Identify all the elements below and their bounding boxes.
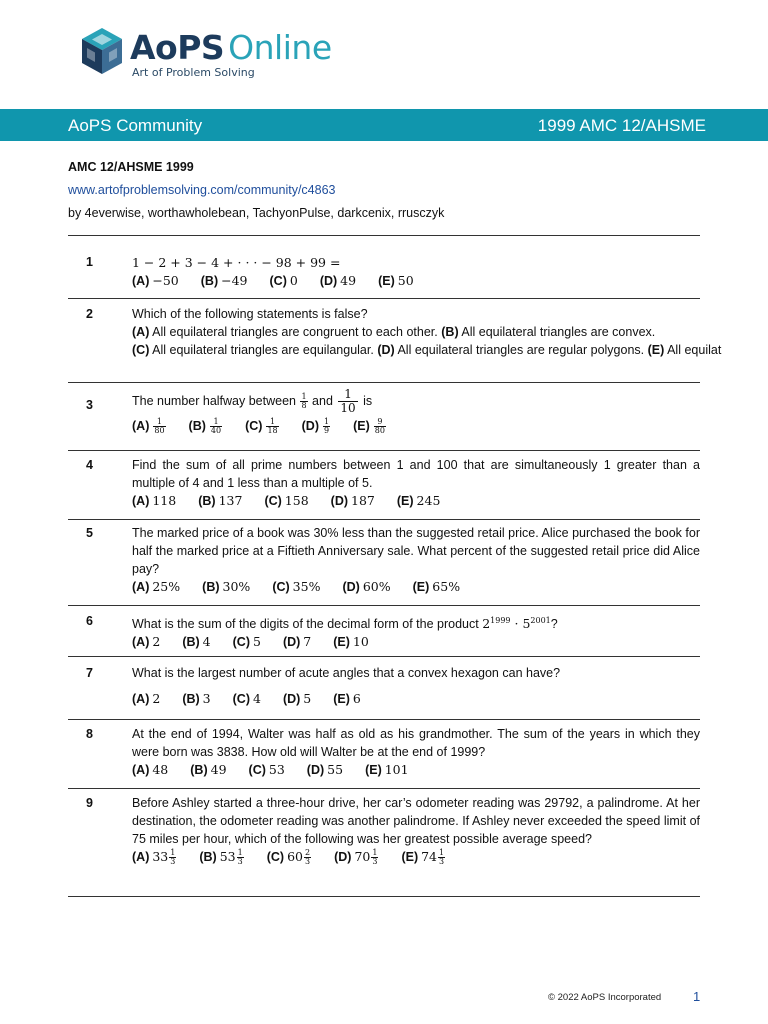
- answer-choice: [201, 272, 248, 290]
- problem-text: Find the sum of all prime numbers between 1 and 100 that are simultaneously 1 greater than a multiple of 4 and 1 less than a multiple of 5.: [132, 458, 700, 490]
- choice-letter: (B): [182, 635, 200, 650]
- answer-choice: [307, 761, 343, 779]
- answer-choice: [334, 848, 379, 866]
- answer-choice: [182, 690, 210, 708]
- fraction: [438, 849, 445, 866]
- answer-choice: [132, 633, 160, 651]
- numerator: 9: [374, 418, 386, 427]
- cube-logo-icon: [80, 26, 124, 76]
- problem-number: 1: [86, 255, 93, 269]
- choice-letter: (D): [282, 635, 301, 650]
- answer-choices: [132, 492, 700, 510]
- statement: [648, 343, 722, 357]
- answer-choice: [189, 417, 224, 435]
- community-label: AoPS Community: [68, 116, 203, 135]
- problem-text: The marked price of a book was 30% less than the suggested retail price. Alice purchased the book for half the marked price at a Fiftieth Anniversary sale. What percent of the suggested retail price did Alice pay?: [132, 526, 700, 576]
- choice-letter: (C): [232, 692, 250, 706]
- statement: [441, 325, 655, 339]
- document-meta: [68, 156, 444, 225]
- answer-choice: [245, 417, 280, 435]
- choice-letter: (E): [647, 343, 665, 357]
- choice-value: 50: [397, 273, 414, 288]
- statement: [377, 343, 644, 357]
- problem-1: [132, 254, 702, 290]
- choice-letter: (E): [365, 763, 382, 777]
- authors-line: by 4everwise, worthawholebean, TachyonPulse, darkcenix, rrusczyk: [68, 206, 445, 220]
- whole-part: 70: [354, 849, 371, 864]
- logo-word-online: Online: [228, 28, 332, 67]
- answer-choice: [132, 848, 177, 866]
- choice-value: 187: [351, 493, 375, 508]
- community-link[interactable]: www.artofproblemsolving.com/community/c4863: [68, 183, 336, 197]
- denominator: 3: [170, 857, 176, 867]
- answer-choice: [182, 633, 210, 651]
- choice-letter: (D): [306, 763, 325, 777]
- text-fragment: ?: [550, 617, 558, 632]
- choice-letter: (D): [319, 274, 338, 288]
- numerator: 1: [338, 388, 357, 402]
- fraction: [210, 418, 222, 435]
- choice-letter: (A): [132, 580, 150, 594]
- choice-letter: (B): [182, 692, 200, 706]
- choice-letter: (B): [200, 274, 219, 288]
- choice-value: 101: [384, 762, 409, 777]
- choice-value: 55: [327, 762, 344, 777]
- answer-choice: [198, 492, 242, 510]
- statement-text: All equilateral triangles are congruent to each other.: [152, 325, 438, 339]
- problem-number: 2: [86, 307, 93, 321]
- choice-value: 30%: [222, 579, 251, 594]
- exponent: 1999: [490, 616, 511, 625]
- answer-choice: [283, 690, 311, 708]
- choice-letter: (D): [377, 343, 395, 357]
- choice-value: 137: [218, 493, 243, 508]
- choice-letter: (E): [412, 580, 430, 594]
- choice-value: 60%: [362, 579, 391, 594]
- whole-part: 53: [219, 849, 236, 864]
- problem-text: At the end of 1994, Walter was half as old as his grandmother. The sum of the years in which they were born was 3838. How old will Walter be at the end of 1999?: [132, 727, 700, 759]
- problem-6: [132, 612, 702, 651]
- document-title: AMC 12/AHSME 1999: [68, 160, 194, 174]
- choice-letter: (B): [190, 763, 208, 777]
- divider: [68, 719, 700, 720]
- text-fragment: What is the sum of the digits of the decimal form of the product: [132, 617, 479, 632]
- choice-value: 3: [202, 691, 211, 706]
- problem-text: What is the largest number of acute angles that a convex hexagon can have?: [132, 666, 561, 680]
- answer-choice: [190, 761, 226, 779]
- problem-5: [132, 524, 700, 596]
- answer-choice: [302, 417, 331, 435]
- choice-letter: (A): [132, 635, 150, 650]
- choice-letter: (A): [132, 419, 150, 433]
- choice-value: 53: [268, 762, 285, 777]
- choice-value: 49: [210, 762, 227, 777]
- math-expression: [482, 616, 551, 631]
- choice-letter: (E): [333, 692, 350, 706]
- problem-text: [132, 388, 702, 415]
- denominator: 10: [340, 401, 356, 415]
- answer-choice: [283, 633, 311, 651]
- divider: [68, 519, 700, 520]
- choice-letter: (E): [353, 419, 370, 433]
- statement-text: All equilateral triangles are convex.: [461, 325, 656, 339]
- denominator: 80: [374, 426, 385, 436]
- text-fragment: and: [312, 393, 333, 408]
- answer-choice: [378, 272, 414, 290]
- choice-letter: (C): [264, 494, 282, 508]
- fraction: [169, 849, 176, 866]
- divider: [68, 605, 700, 606]
- denominator: 80: [154, 426, 165, 436]
- whole-part: 60: [287, 849, 303, 864]
- fraction: [300, 393, 307, 410]
- answer-choices: [132, 272, 702, 290]
- answer-choice: [132, 578, 180, 596]
- answer-choices: [132, 578, 700, 596]
- numerator: 1: [170, 848, 176, 858]
- fraction: [237, 849, 244, 866]
- numerator: 1: [266, 418, 278, 427]
- choice-value: 4: [252, 691, 261, 706]
- problem-text: Which of the following statements is false?: [132, 307, 368, 321]
- problem-7: [132, 664, 702, 708]
- choice-value: 2: [152, 691, 161, 706]
- exponent: 2001: [530, 616, 551, 625]
- choice-letter: (D): [334, 850, 352, 864]
- header-band: [0, 109, 768, 141]
- divider: [68, 382, 700, 383]
- answer-choice: [267, 848, 312, 866]
- answer-choices: [132, 690, 702, 708]
- choice-letter: (E): [378, 274, 395, 288]
- whole-part: 74: [421, 849, 438, 864]
- page-number: 1: [693, 989, 701, 1004]
- choice-letter: (B): [199, 850, 217, 864]
- choice-letter: (B): [441, 325, 459, 339]
- denominator: 3: [372, 857, 378, 867]
- numerator: 1: [372, 848, 378, 858]
- choice-value: 35%: [292, 579, 321, 594]
- answer-choice: [264, 492, 308, 510]
- answer-choice: [365, 761, 409, 779]
- answer-choice: [342, 578, 390, 596]
- answer-choice: [333, 690, 361, 708]
- answer-choice: [270, 272, 298, 290]
- choice-letter: (D): [330, 494, 349, 508]
- choice-letter: (C): [232, 635, 250, 650]
- choice-value: 49: [340, 273, 357, 288]
- problem-text: 1 − 2 + 3 − 4 + · · · − 98 + 99 =: [132, 255, 341, 270]
- problem-number: 9: [86, 796, 93, 810]
- choice-letter: (A): [132, 850, 150, 864]
- problem-4: [132, 456, 700, 510]
- choice-letter: (D): [301, 419, 319, 433]
- answer-choice: [320, 272, 356, 290]
- choice-value: 10: [352, 634, 369, 650]
- problem-number: 7: [86, 666, 93, 680]
- logo-tagline: Art of Problem Solving: [132, 66, 255, 79]
- problem-number: 4: [86, 458, 93, 472]
- numerator: 1: [237, 848, 243, 858]
- choice-letter: (E): [401, 850, 419, 864]
- answer-choices: [132, 761, 700, 779]
- choice-value: 118: [152, 493, 177, 508]
- choice-letter: (D): [342, 580, 360, 594]
- fraction: [304, 849, 311, 866]
- logo-word-aops: AoPS: [130, 28, 225, 67]
- choice-letter: (C): [132, 343, 150, 357]
- answer-choice: [331, 492, 375, 510]
- operator: ·: [514, 616, 519, 632]
- answer-choices: [132, 633, 702, 651]
- divider: [68, 896, 700, 897]
- choice-value: 245: [416, 493, 441, 508]
- answer-choice: [132, 417, 167, 435]
- fraction: [374, 418, 386, 435]
- numerator: 1: [301, 392, 307, 401]
- statement: [132, 343, 374, 357]
- choice-value: −49: [221, 273, 248, 288]
- answer-choice: [249, 761, 285, 779]
- problem-text: [132, 612, 702, 633]
- problem-number: 5: [86, 526, 93, 540]
- choice-value: 25%: [152, 579, 181, 594]
- problem-number: 6: [86, 614, 93, 628]
- answer-choices: [132, 848, 700, 866]
- choice-letter: (D): [282, 692, 301, 706]
- answer-choice: [233, 633, 261, 651]
- answer-choice: [353, 417, 387, 435]
- choice-letter: (B): [198, 494, 216, 508]
- choice-value: 158: [284, 493, 309, 508]
- numerator: 2: [304, 848, 311, 858]
- choice-letter: (B): [202, 580, 220, 594]
- problem-text: Before Ashley started a three-hour drive, her car’s odometer reading was 29792, a palindrome. At her destination, the odometer reading was another palindrome. If Ashley never exceeded the speed limit of 75 miles per hour, which of the following was her greatest possible average speed?: [132, 796, 700, 846]
- choice-letter: (C): [272, 580, 290, 594]
- choice-letter: (C): [245, 419, 263, 433]
- answer-choice: [413, 578, 460, 596]
- choice-letter: (B): [188, 419, 206, 433]
- choice-letter: (C): [248, 763, 266, 777]
- fraction: [153, 418, 165, 435]
- answer-choice: [333, 633, 369, 651]
- choice-letter: (A): [132, 274, 150, 288]
- copyright: © 2022 AoPS Incorporated: [548, 992, 662, 1003]
- choice-letter: (C): [266, 850, 285, 864]
- problem-2: [132, 305, 721, 359]
- problem-number: 3: [86, 398, 93, 412]
- base: 5: [522, 616, 531, 632]
- divider: [68, 298, 700, 299]
- choice-letter: (A): [132, 494, 150, 508]
- numerator: 1: [324, 417, 330, 427]
- fraction: [323, 418, 330, 435]
- answer-choice: [132, 761, 168, 779]
- choice-value: −50: [152, 273, 179, 288]
- statement-text: All equilat: [667, 343, 722, 357]
- fraction: [371, 849, 378, 866]
- answer-choice: [132, 492, 176, 510]
- fraction: [338, 388, 357, 415]
- statement-text: All equilateral triangles are regular polygons.: [397, 343, 645, 357]
- choice-letter: (A): [132, 763, 150, 777]
- answer-choice: [202, 578, 250, 596]
- contest-title: 1999 AMC 12/AHSME: [537, 116, 706, 135]
- choice-value: 65%: [432, 579, 461, 594]
- numerator: 1: [153, 418, 165, 427]
- problem-number: 8: [86, 727, 93, 741]
- fraction: [266, 418, 278, 435]
- answer-choices: [132, 417, 702, 435]
- choice-letter: (E): [333, 635, 350, 650]
- divider: [68, 656, 700, 657]
- numerator: 1: [210, 418, 222, 427]
- choice-value: 5: [252, 634, 261, 650]
- divider: [68, 788, 700, 789]
- text-fragment: is: [363, 393, 373, 408]
- choice-letter: (A): [132, 692, 150, 706]
- denominator: 40: [210, 426, 222, 436]
- answer-choice: [397, 492, 441, 510]
- denominator: 3: [237, 857, 243, 867]
- answer-choice: [132, 272, 179, 290]
- choice-letter: (E): [396, 494, 414, 508]
- text-fragment: The number halfway between: [132, 393, 296, 408]
- choice-letter: (C): [269, 274, 287, 288]
- answer-choice: [233, 690, 261, 708]
- statement-text: All equilateral triangles are equilangular.: [152, 343, 374, 357]
- denominator: 3: [439, 857, 445, 867]
- divider: [68, 235, 700, 236]
- denominator: 3: [304, 857, 311, 867]
- choice-value: 0: [289, 273, 298, 288]
- choice-letter: (A): [132, 325, 150, 339]
- statement: [132, 325, 438, 339]
- choice-value: 5: [303, 691, 312, 706]
- answer-choice: [401, 848, 446, 866]
- denominator: 8: [301, 401, 307, 410]
- denominator: 18: [267, 426, 278, 436]
- answer-choice: [132, 690, 160, 708]
- statement-line: [132, 323, 721, 341]
- choice-value: 48: [152, 762, 169, 777]
- answer-choice: [272, 578, 320, 596]
- logo-wordmark: [130, 30, 332, 66]
- denominator: 9: [324, 426, 330, 436]
- problem-3: [132, 388, 702, 435]
- whole-part: 33: [152, 849, 169, 864]
- base: 2: [482, 616, 491, 632]
- problem-9: [132, 794, 700, 866]
- answer-choice: [199, 848, 244, 866]
- choice-value: 4: [202, 634, 211, 650]
- divider: [68, 450, 700, 451]
- choice-value: 2: [152, 634, 161, 650]
- problem-8: [132, 725, 700, 779]
- statement-line: [132, 341, 721, 359]
- choice-value: 7: [303, 634, 312, 650]
- choice-value: 6: [352, 691, 361, 706]
- numerator: 1: [439, 848, 445, 858]
